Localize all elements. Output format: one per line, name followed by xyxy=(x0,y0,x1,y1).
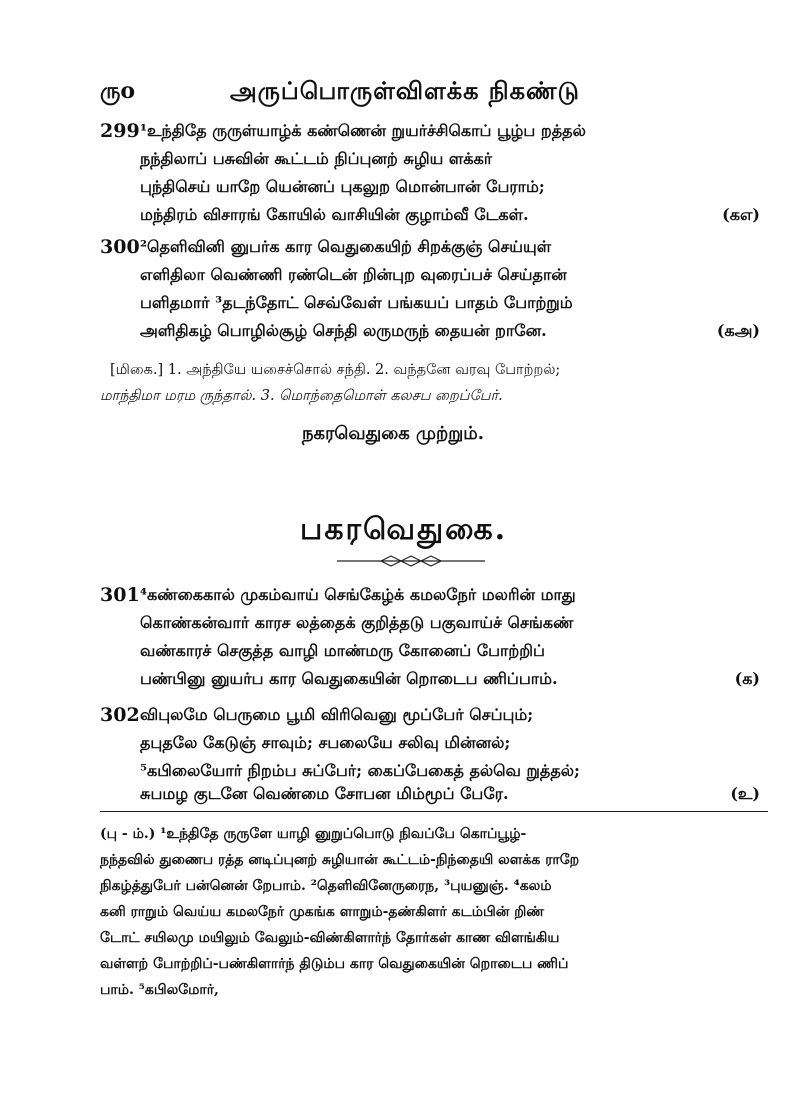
verse-302 xyxy=(100,704,760,814)
verse-line: வண்காரச் செகுத்த வாழி மாண்மரு கோனைப் போற்றிப் xyxy=(140,641,545,660)
footnote-line: மாந்திமா மரம ருந்தால். 3. மொந்தைமொள் கலசப றைப்பேர். xyxy=(100,388,503,404)
ornament-divider-icon xyxy=(337,555,485,567)
verse-line: ⁵கபிலையோர் நிறம்ப சுப்பேர்; கைப்பேகைத் தல்வெ றுத்தல்; xyxy=(140,761,580,780)
commentary-line: நிகழ்த்துபேர் பன்னென் றேபாம். ²தெளிவினேருரைந, ³புயனுஞ். ⁴கலம் xyxy=(100,878,552,894)
verse-line: ²தெளிவினி னுபர்க கார வெதுகையிற் சிறக்குஞ் செய்யுள் xyxy=(140,237,552,256)
verse-line: அளிதிகழ் பொழில்சூழ் செந்தி லருமருந் தையன் றானே. xyxy=(140,321,547,340)
verse-line: எளிதிலா வெண்ணி ரண்டென் றின்புற வுரைப்பச் செய்தான் xyxy=(140,265,567,284)
verse-301 xyxy=(100,584,760,694)
verse-line: பண்பினு னுயர்ப கார வெதுகையின் றொடைப ணிப்பாம். xyxy=(140,669,558,688)
verse-end-mark: (உ) xyxy=(730,784,760,803)
verse-line: புந்திசெய் யாறே யென்னப் புகலுற மொன்பான் பேராம்; xyxy=(140,177,545,196)
section-end-caption: நகரவெதுகை முற்றும். xyxy=(302,423,485,444)
verse-number: 301 xyxy=(100,584,140,606)
footnote-line: [மிகை.] 1. அந்தியே யசைச்சொல் சந்தி. 2. வந்தனே வரவு போற்றல்; xyxy=(110,362,561,378)
commentary-line: (பு - ம்.) ¹உந்திதே ருருளே யாழி னுறுப்பொடு நிவப்பே கொப்பூழ்- xyxy=(100,826,527,842)
verse-line: ⁴கண்கைகால் முகம்வாய் செங்கேழ்க் கமலநேர் மலரின் மாது xyxy=(140,585,576,604)
verse-line: நந்திலாப் பசுவின் கூட்டம் நிப்புனற் சுழிய ளக்கர் xyxy=(140,149,493,168)
page-number: ருo xyxy=(100,78,136,104)
commentary-divider xyxy=(100,811,768,812)
verse-line: சுபமழ குடனே வெண்மை சோபன மிம்மூப் பேரே. xyxy=(140,784,509,803)
running-title: அருப்பொருள்விளக்க நிகண்டு xyxy=(230,76,580,105)
verse-number: 300 xyxy=(100,236,140,258)
verse-end-mark: (க) xyxy=(734,669,760,688)
verse-300 xyxy=(100,236,760,346)
commentary-line: நந்தவில் துணைப ரத்த னடிப்புனற் சுழியான் கூட்டம்-நிந்தையி லளக்க ராறே xyxy=(100,852,580,868)
commentary-line: டோட் சயிலமு மயிலும் வேலும்-விண்கிளார்ந் தோர்கள் காண விளங்கிய xyxy=(100,930,560,946)
verse-number: 299 xyxy=(100,120,140,142)
verse-299 xyxy=(100,120,760,230)
commentary-line: கனி ராறும் வெய்ய கமலநேர் முகங்க ளாறும்-தண்கிளர் கடம்பின் றிண் xyxy=(100,904,545,920)
verse-line: மந்திரம் விசாரங் கோயில் வாசியின் குழாம்வீ டேகள். xyxy=(140,205,529,224)
verse-end-mark: (கஅ) xyxy=(716,321,760,340)
verse-line: கொண்கன்வார் காரச லத்தைக் குறித்தடு பகுவாய்ச் செங்கண் xyxy=(140,613,574,632)
commentary-line: பாம். ⁵கபிலமோர், xyxy=(100,982,219,998)
verse-line: ¹உந்திதே ருருள்யாழ்க் கண்ணென் றுயர்ச்சிகொப் பூழ்ப றத்தல் xyxy=(140,121,586,140)
verse-number: 302 xyxy=(100,704,140,726)
verse-end-mark: (கஎ) xyxy=(722,205,760,224)
verse-line: விபுலமே பெருமை பூமி விரிவெனு மூப்பேர் செப்பும்; xyxy=(140,705,534,724)
verse-line: பளிதமார் ³தடந்தோட் செவ்வேள் பங்கயப் பாதம் போற்றும் xyxy=(140,293,573,312)
commentary-line: வள்ளற் போற்றிப்-பண்கிளார்ந் திடும்ப கார வெதுகையின் றொடைப ணிப் xyxy=(100,956,569,972)
verse-line: தபுதலே கேடுஞ் சாவும்; சபலையே சலிவு மின்னல்; xyxy=(140,733,511,752)
section-title: பகரவெதுகை. xyxy=(300,512,508,547)
